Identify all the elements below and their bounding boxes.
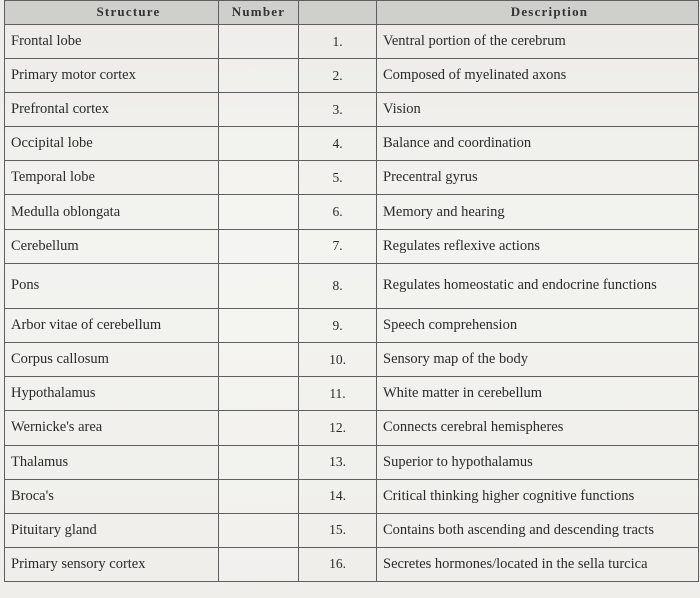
description-cell: Connects cerebral hemispheres: [377, 411, 699, 445]
number-answer-cell[interactable]: [219, 127, 299, 161]
description-cell: Secretes hormones/located in the sella turcica: [377, 547, 699, 581]
description-number-cell: 15.: [299, 513, 377, 547]
description-cell: Ventral portion of the cerebrum: [377, 25, 699, 59]
table-row: [5, 411, 699, 445]
number-answer-cell[interactable]: [219, 195, 299, 229]
description-number-cell: 1.: [299, 25, 377, 59]
structure-cell: Hypothalamus: [5, 377, 219, 411]
table-row: [5, 445, 699, 479]
description-number-cell: 13.: [299, 445, 377, 479]
table-row: [5, 309, 699, 343]
header-row: [5, 1, 699, 25]
number-answer-cell[interactable]: [219, 161, 299, 195]
structure-cell: Pons: [5, 263, 219, 308]
number-answer-cell[interactable]: [219, 309, 299, 343]
number-answer-cell[interactable]: [219, 377, 299, 411]
structure-cell: Primary sensory cortex: [5, 547, 219, 581]
description-cell: Sensory map of the body: [377, 343, 699, 377]
number-answer-cell[interactable]: [219, 411, 299, 445]
description-number-cell: 14.: [299, 479, 377, 513]
description-cell: Precentral gyrus: [377, 161, 699, 195]
table-row: [5, 93, 699, 127]
description-number-cell: 11.: [299, 377, 377, 411]
description-number-cell: 4.: [299, 127, 377, 161]
number-answer-cell[interactable]: [219, 343, 299, 377]
table-row: [5, 513, 699, 547]
description-number-cell: 9.: [299, 309, 377, 343]
number-answer-cell[interactable]: [219, 263, 299, 308]
structure-cell: Prefrontal cortex: [5, 93, 219, 127]
number-answer-cell[interactable]: [219, 25, 299, 59]
table-row: [5, 547, 699, 581]
description-number-cell: 12.: [299, 411, 377, 445]
structure-cell: Primary motor cortex: [5, 59, 219, 93]
table-row: [5, 195, 699, 229]
description-cell: Memory and hearing: [377, 195, 699, 229]
structure-cell: Occipital lobe: [5, 127, 219, 161]
table-body: [5, 25, 699, 582]
number-value-column-header: [299, 1, 377, 25]
description-column-header: Description: [377, 1, 699, 25]
description-number-cell: 7.: [299, 229, 377, 263]
description-number-cell: 8.: [299, 263, 377, 308]
table-row: [5, 263, 699, 308]
table-row: [5, 343, 699, 377]
number-answer-cell[interactable]: [219, 513, 299, 547]
description-cell: Critical thinking higher cognitive functions: [377, 479, 699, 513]
description-number-cell: 10.: [299, 343, 377, 377]
structure-cell: Broca's: [5, 479, 219, 513]
structure-cell: Thalamus: [5, 445, 219, 479]
description-cell: Regulates homeostatic and endocrine functions: [377, 263, 699, 308]
structure-column-header: Structure: [5, 1, 219, 25]
description-cell: Balance and coordination: [377, 127, 699, 161]
number-column-header: Number: [219, 1, 299, 25]
structure-cell: Corpus callosum: [5, 343, 219, 377]
description-cell: White matter in cerebellum: [377, 377, 699, 411]
description-cell: Vision: [377, 93, 699, 127]
number-answer-cell[interactable]: [219, 547, 299, 581]
structure-cell: Medulla oblongata: [5, 195, 219, 229]
structure-cell: Cerebellum: [5, 229, 219, 263]
table-row: [5, 479, 699, 513]
structure-cell: Temporal lobe: [5, 161, 219, 195]
table-row: [5, 229, 699, 263]
number-answer-cell[interactable]: [219, 59, 299, 93]
number-answer-cell[interactable]: [219, 229, 299, 263]
description-number-cell: 16.: [299, 547, 377, 581]
description-cell: Contains both ascending and descending tracts: [377, 513, 699, 547]
table-row: [5, 25, 699, 59]
description-number-cell: 3.: [299, 93, 377, 127]
table-row: [5, 59, 699, 93]
structure-cell: Arbor vitae of cerebellum: [5, 309, 219, 343]
description-number-cell: 5.: [299, 161, 377, 195]
number-answer-cell[interactable]: [219, 479, 299, 513]
structure-cell: Frontal lobe: [5, 25, 219, 59]
table-row: [5, 161, 699, 195]
structure-cell: Wernicke's area: [5, 411, 219, 445]
table-row: [5, 377, 699, 411]
number-answer-cell[interactable]: [219, 445, 299, 479]
structure-cell: Pituitary gland: [5, 513, 219, 547]
table-row: [5, 127, 699, 161]
description-cell: Superior to hypothalamus: [377, 445, 699, 479]
description-cell: Speech comprehension: [377, 309, 699, 343]
number-answer-cell[interactable]: [219, 93, 299, 127]
description-number-cell: 6.: [299, 195, 377, 229]
description-cell: Regulates reflexive actions: [377, 229, 699, 263]
matching-table: [4, 0, 699, 582]
description-number-cell: 2.: [299, 59, 377, 93]
description-cell: Composed of myelinated axons: [377, 59, 699, 93]
